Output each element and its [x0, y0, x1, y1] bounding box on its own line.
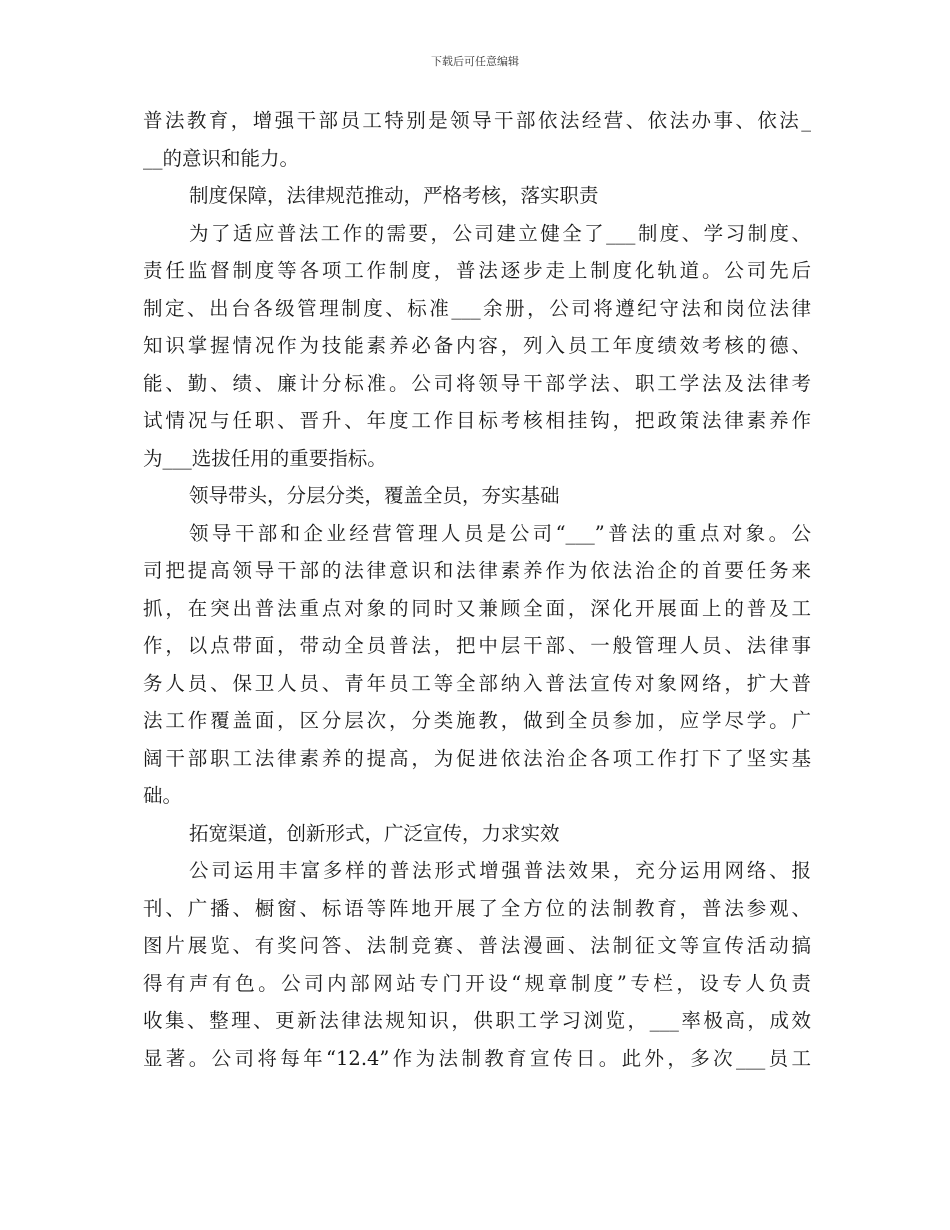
text-line: 刊、广播、橱窗、标语等阵地开展了全方位的法制教育，普法参观、	[143, 896, 811, 920]
text-line: 能、勤、绩、廉计分标准。公司将领导干部学法、职工学法及法律考	[143, 371, 811, 395]
text-line: 收集、整理、更新法律法规知识，供职工学习浏览，___率极高，成效	[143, 1009, 811, 1032]
text-line: 司把提高领导干部的法律意识和法律素养作为依法治企的首要任务来	[143, 559, 811, 582]
document-body	[143, 102, 811, 1077]
text-line: 领导干部和企业经营管理人员是公司“___”普法的重点对象。公	[189, 521, 811, 545]
text-line: 普法教育，增强干部员工特别是领导干部依法经营、依法办事、依法_	[143, 109, 811, 132]
text-line: 制度保障，法律规范推动，严格考核，落实职责	[189, 184, 599, 207]
text-line: 法工作覆盖面，区分层次，分类施教，做到全员参加，应学尽学。广	[143, 709, 811, 732]
text-line: 作，以点带面，带动全员普法，把中层干部、一般管理人员、法律事	[143, 634, 811, 657]
text-line: 责任监督制度等各项工作制度，普法逐步走上制度化轨道。公司先后	[143, 259, 811, 282]
text-line: 础。	[143, 784, 183, 807]
text-line: 为___选拔任用的重要指标。	[143, 446, 387, 470]
text-line: 拓宽渠道，创新形式，广泛宣传，力求实效	[189, 821, 560, 845]
text-line: __的意识和能力。	[143, 146, 300, 170]
text-line: 务人员、保卫人员、青年员工等全部纳入普法宣传对象网络，扩大普	[143, 671, 811, 695]
text-line: 知识掌握情况作为技能素养必备内容，列入员工年度绩效考核的德、	[143, 334, 811, 357]
text-line: 试情况与任职、晋升、年度工作目标考核相挂钩，把政策法律素养作	[143, 409, 811, 432]
text-line: 显著。公司将每年“12.4”作为法制教育宣传日。此外，多次___员工	[143, 1046, 811, 1070]
text-line: 图片展览、有奖问答、法制竞赛、普法漫画、法制征文等宣传活动搞	[143, 934, 811, 957]
text-line: 得有声有色。公司内部网站专门开设“规章制度”专栏，设专人负责	[143, 971, 811, 995]
text-line: 领导带头，分层分类，覆盖全员，夯实基础	[189, 484, 560, 507]
text-line: 阔干部职工法律素养的提高，为促进依法治企各项工作打下了坚实基	[143, 746, 811, 770]
page-header: 下载后可任意编辑	[431, 55, 519, 68]
text-line: 公司运用丰富多样的普法形式增强普法效果，充分运用网络、报	[189, 859, 811, 882]
text-line: 制定、出台各级管理制度、标准___余册，公司将遵纪守法和岗位法律	[143, 296, 811, 320]
text-line: 抓，在突出普法重点对象的同时又兼顾全面，深化开展面上的普及工	[143, 596, 811, 620]
text-line: 为了适应普法工作的需要，公司建立健全了___制度、学习制度、	[189, 221, 811, 245]
